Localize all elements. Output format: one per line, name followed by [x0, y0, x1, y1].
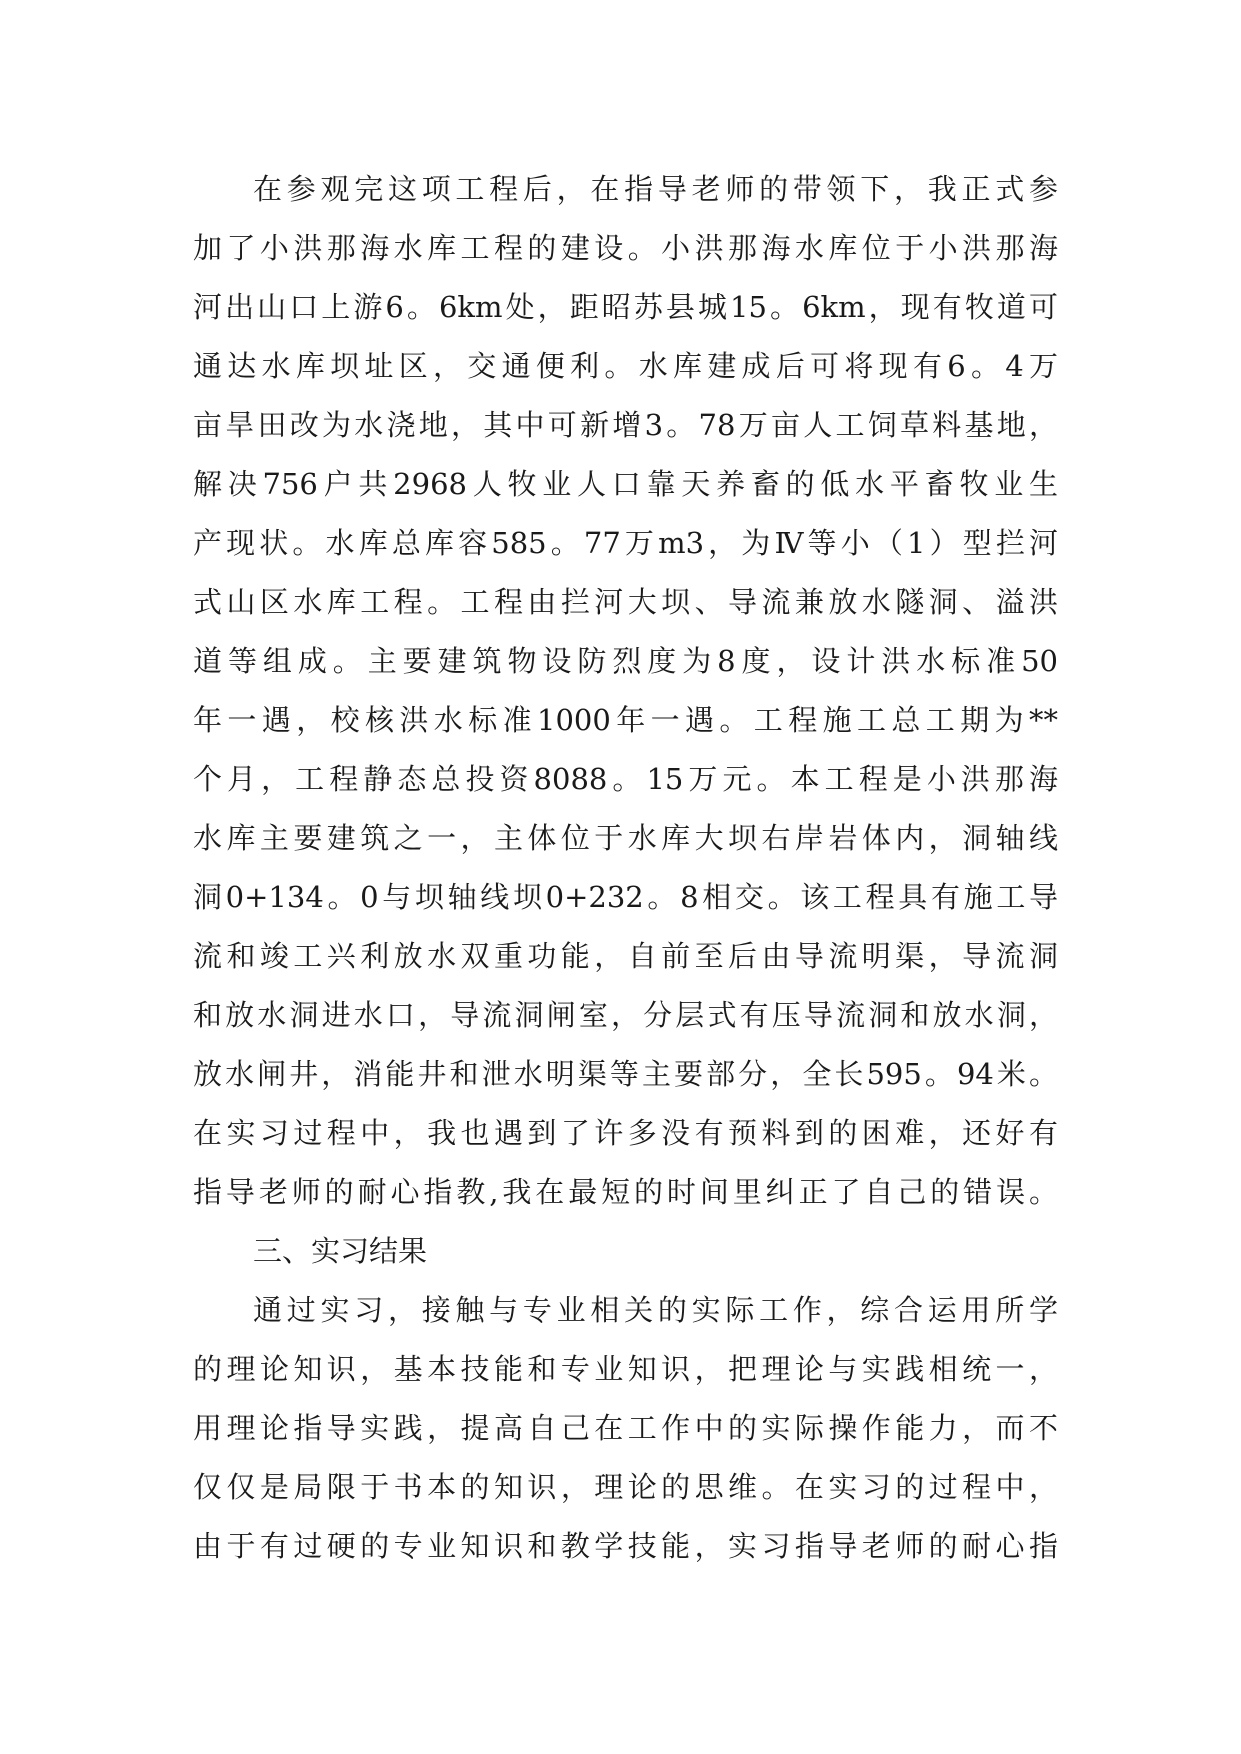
paragraph-line: 在参观完这项工程后，在指导老师的带领下，我正式参	[253, 172, 1058, 206]
paragraph-line: 仅仅是局限于书本的知识，理论的思维。在实习的过程中，	[193, 1470, 1058, 1504]
paragraph-line: 河出山口上游6。6km处，距昭苏县城15。6km，现有牧道可	[193, 290, 1058, 324]
paragraph-line: 道等组成。主要建筑物设防烈度为8度，设计洪水标准50	[193, 644, 1058, 678]
paragraph-line: 亩旱田改为水浇地，其中可新增3。78万亩人工饲草料基地，	[193, 408, 1058, 442]
paragraph-line: 个月，工程静态总投资8088。15万元。本工程是小洪那海	[193, 762, 1058, 796]
paragraph-line: 的理论知识，基本技能和专业知识，把理论与实践相统一，	[193, 1352, 1058, 1386]
paragraph-line: 由于有过硬的专业知识和教学技能，实习指导老师的耐心指	[193, 1529, 1058, 1563]
paragraph-line: 产现状。水库总库容585。77万m3，为Ⅳ等小（1）型拦河	[193, 526, 1058, 560]
paragraph-line: 放水闸井，消能井和泄水明渠等主要部分，全长595。94米。	[193, 1057, 1058, 1091]
paragraph-line: 通达水库坝址区，交通便利。水库建成后可将现有6。4万	[193, 349, 1058, 383]
paragraph-line: 通过实习，接触与专业相关的实际工作，综合运用所学	[253, 1293, 1058, 1327]
paragraph-line: 流和竣工兴利放水双重功能，自前至后由导流明渠，导流洞	[193, 939, 1058, 973]
paragraph-line: 指导老师的耐心指教,我在最短的时间里纠正了自己的错误。	[193, 1175, 1058, 1209]
paragraph-line: 年一遇，校核洪水标准1000年一遇。工程施工总工期为**	[193, 703, 1058, 737]
section-heading: 三、实习结果	[253, 1234, 428, 1268]
paragraph-line: 和放水洞进水口，导流洞闸室，分层式有压导流洞和放水洞，	[193, 998, 1058, 1032]
paragraph-line: 洞0+134。0与坝轴线坝0+232。8相交。该工程具有施工导	[193, 880, 1058, 914]
paragraph-line: 用理论指导实践，提高自己在工作中的实际操作能力，而不	[193, 1411, 1058, 1445]
paragraph-line: 解决756户共2968人牧业人口靠天养畜的低水平畜牧业生	[193, 467, 1058, 501]
paragraph-line: 加了小洪那海水库工程的建设。小洪那海水库位于小洪那海	[193, 231, 1058, 265]
paragraph-line: 在实习过程中，我也遇到了许多没有预料到的困难，还好有	[193, 1116, 1058, 1150]
paragraph-line: 水库主要建筑之一，主体位于水库大坝右岸岩体内，洞轴线	[193, 821, 1058, 855]
paragraph-line: 式山区水库工程。工程由拦河大坝、导流兼放水隧洞、溢洪	[193, 585, 1058, 619]
body-text	[193, 160, 1058, 1576]
